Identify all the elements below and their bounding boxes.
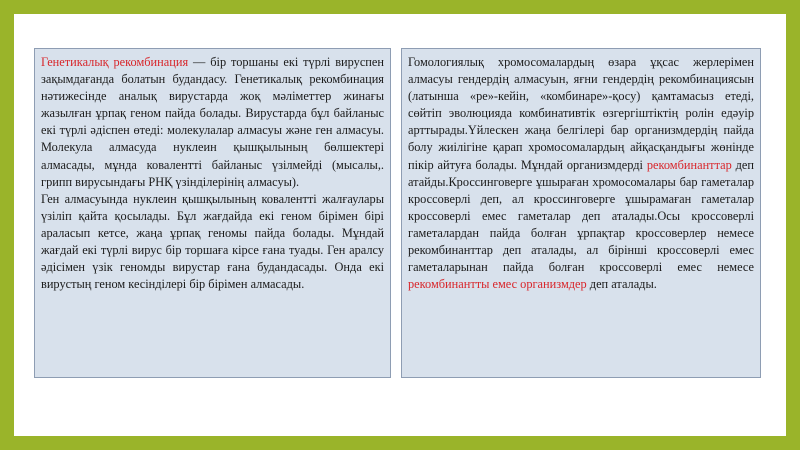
right-text-box	[401, 48, 761, 378]
right-text-part-3: деп аталады.	[586, 277, 657, 292]
left-paragraph-1-text: — бір торшаны екі түрлі вируспен зақымдағанда болатын будандасу. Генетикалық рекомбинация нәтижесінде аналық вирустарда жоқ мәліметтер жинағы жазылған ұрпақ геном пайда болады. Вирустарда бұл байланыс екі түрлі әдіспен өтеді: молекулалар алмасуы және ген алмасуы. Молекула алмасуда нуклеин қышқылының бөлшектері алмасады, мұнда коваленттi байланыс үзілмейді (мысалы,. грипп вирусындағы РНҚ үзінділерінің алмасуы).	[41, 55, 384, 189]
left-paragraph-1	[41, 54, 384, 191]
term-recombinants: рекомбинанттар	[646, 157, 732, 172]
term-non-recombinant-organisms: рекомбинантты емес организмдер	[408, 277, 587, 292]
left-paragraph-2: Ген алмасуында нуклеин қышқылының коваленттi жалғаулары үзіліп қайта қосылады. Бұл жағдайда екі геном бірімен бірі араласып кетсе, жаңа ұрпақ геномы пайда болады. Мұндай жағдай екі түрлі вирус бір торшаға кірсе ғана туады. Ген аралсу әдісімен үзік геномды вирустар ғана будандасады. Онда екі вирустың геном кесінділері бір бірімен алмасады.	[41, 191, 384, 292]
term-genetic-recombination: Генетикалық рекомбинация	[41, 55, 189, 69]
right-text-part-2: деп атайды.Кроссинговерге ұшыраған хромосомалары бар гаметалар кроссоверлі деп, ал кроссинговерге ұшырамаған гаметалар кроссоверлі емес гаметалар деп аталады.Осы кроссоверлі гаметалардан пайда болған ұрпақтар кроссоверлер немесе рекомбинанттар деп аталады, ал бірінші кроссоверлі емес гаметаларынан пайда болған кроссоверлі емес немесе	[408, 157, 755, 275]
left-text-box	[34, 48, 391, 378]
right-text-part-1: Гомологиялық хромосомалардың өзара ұқсас жерлерімен алмасуы гендердің алмасуын, яғни гендердің рекомбинациясын (латынша «ре»-кейін, «комбинаре»-қосу) қамтамасыз етеді, сөйтіп эволюцияда комбинативтік өзгергіштіктің ролін едәуір арттырады.Үйлескен жаңа белгілері бар организмдердің пайда болу жиілігіне қарап хромосомалардың айқасқандығы жөнінде пікір айтуға болады. Мұндай организмдерді	[408, 55, 754, 172]
slide	[14, 14, 786, 436]
right-paragraph	[408, 54, 754, 293]
